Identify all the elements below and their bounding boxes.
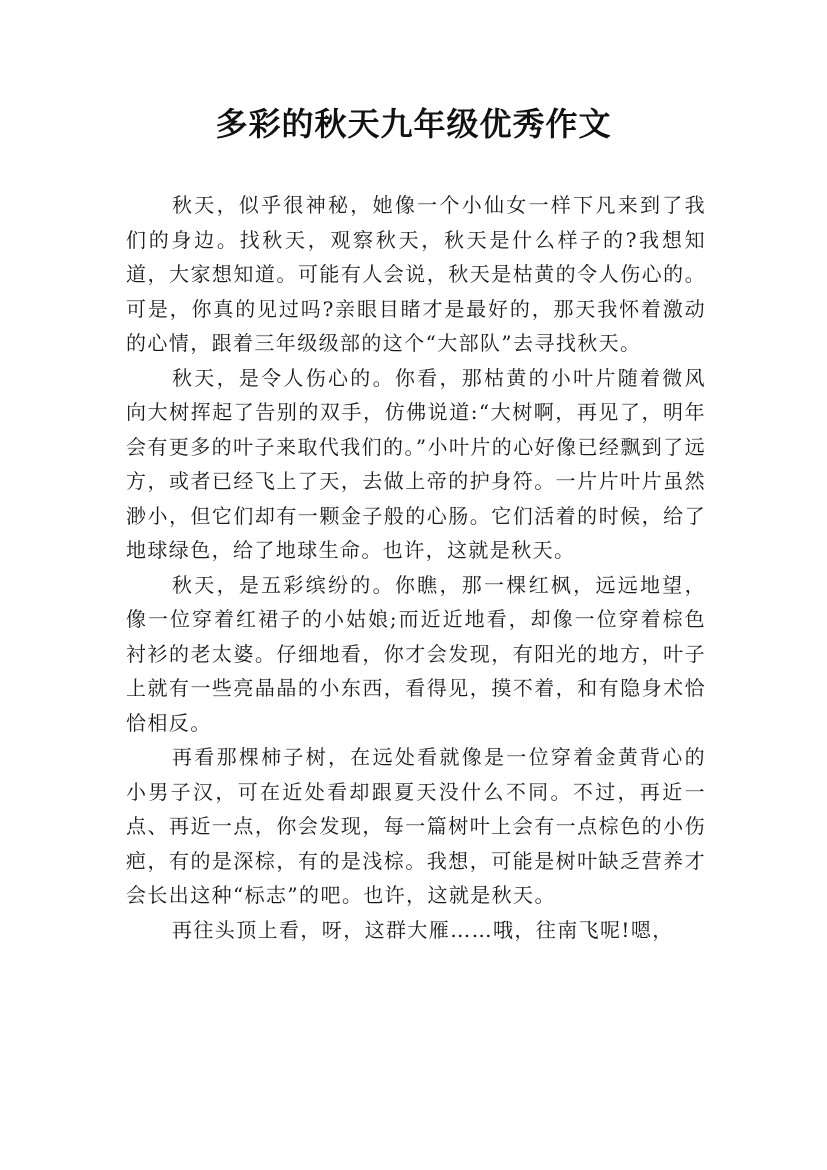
essay-body — [126, 188, 706, 947]
paragraph-5: 再往头顶上看，呀，这群大雁……哦，往南飞呢!嗯， — [172, 917, 674, 942]
paragraph-3: 秋天，是五彩缤纷的。你瞧，那一棵红枫，远远地望，像一位穿着红裙子的小姑娘;而近近地看，却像一位穿着棕色衬衫的老太婆。仔细地看，你才会发现，有阳光的地方，叶子上就有一些亮晶晶的小东西，看得见，摸不着，和有隐身术恰恰相反。 — [126, 572, 706, 735]
page-title: 多彩的秋天九年级优秀作文 — [215, 105, 612, 143]
paragraph-1: 秋天，似乎很神秘，她像一个小仙女一样下凡来到了我们的身边。找秋天，观察秋天，秋天是什么样子的?我想知道，大家想知道。可能有人会说，秋天是枯黄的令人伤心的。可是，你真的见过吗?亲眼目睹才是最好的，那天我怀着激动的心情，跟着三年级级部的这个“大部队”去寻找秋天。 — [126, 193, 706, 355]
paragraph-4: 再看那棵柿子树，在远处看就像是一位穿着金黄背心的小男子汉，可在近处看却跟夏天没什么不同。不过，再近一点、再近一点，你会发现，每一篇树叶上会有一点棕色的小伤疤，有的是深棕，有的是浅棕。我想，可能是树叶缺乏营养才会长出这种“标志”的吧。也许，这就是秋天。 — [126, 745, 706, 907]
paragraph-2: 秋天，是令人伤心的。你看，那枯黄的小叶片随着微风向大树挥起了告别的双手，仿佛说道:“大树啊，再见了，明年会有更多的叶子来取代我们的。”小叶片的心好像已经飘到了远方，或者已经飞上了天，去做上帝的护身符。一片片叶片虽然渺小，但它们却有一颗金子般的心肠。它们活着的时候，给了地球绿色，给了地球生命。也许，这就是秋天。 — [126, 365, 706, 562]
